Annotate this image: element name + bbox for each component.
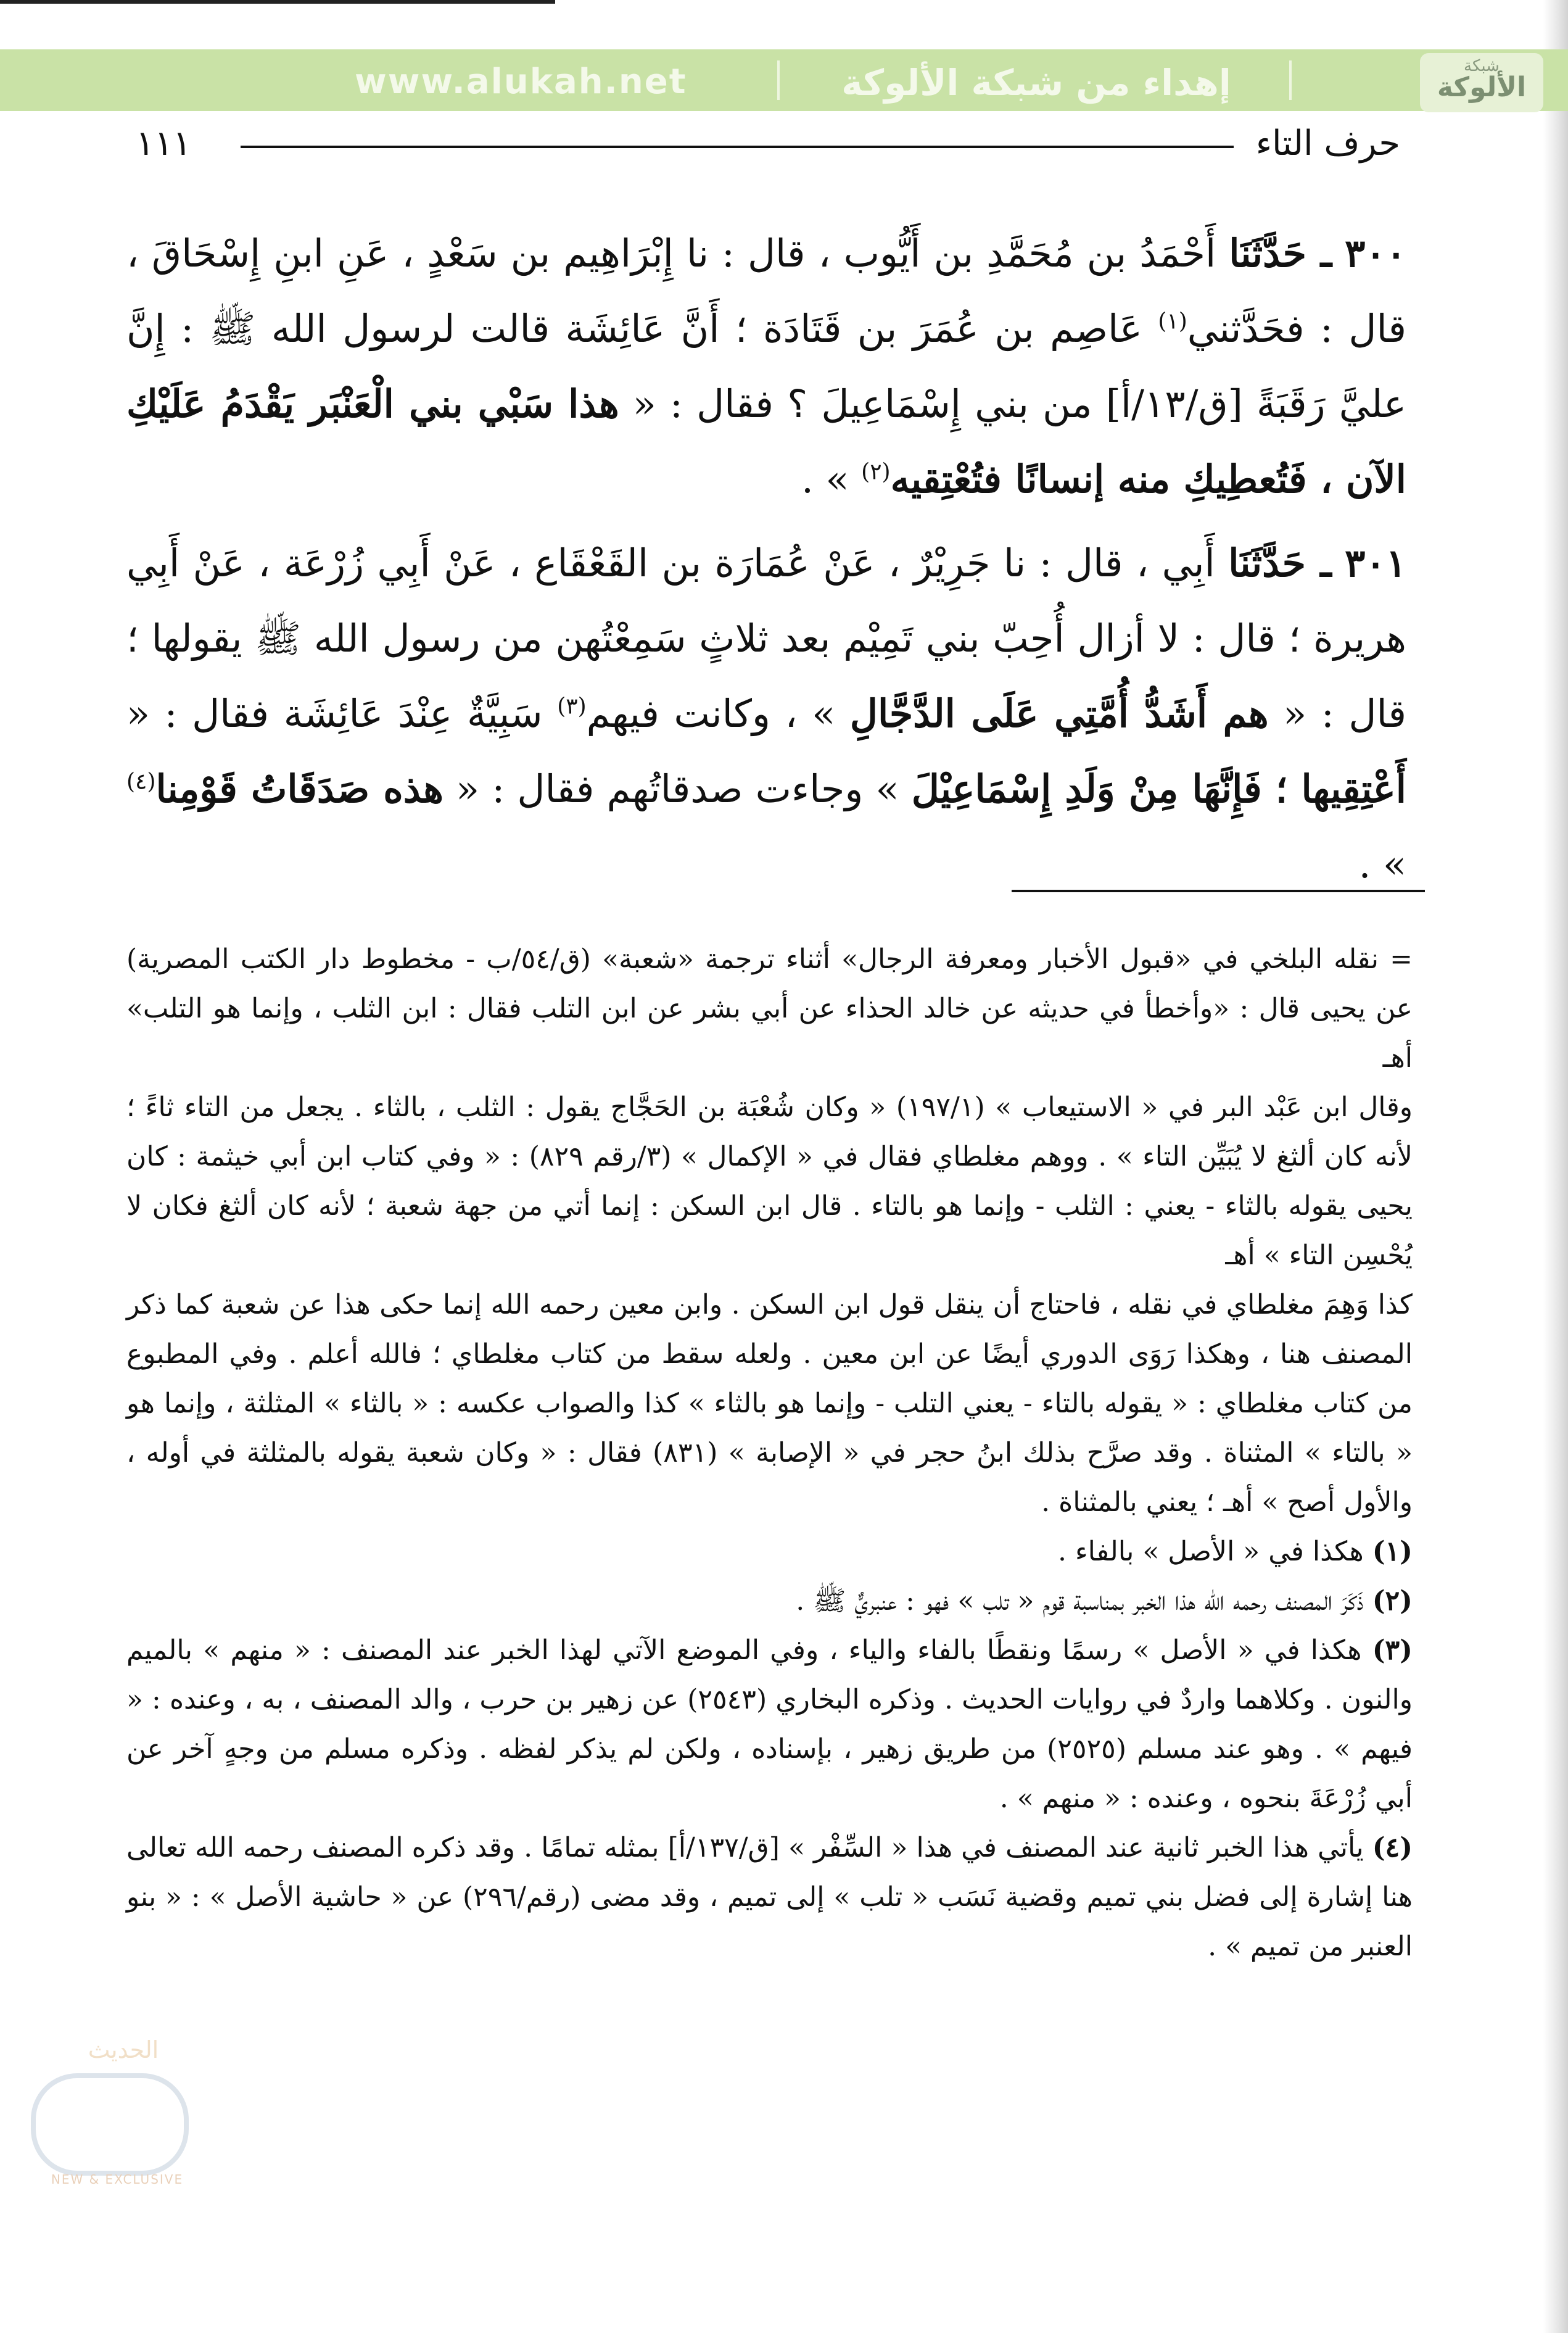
hadith-quote: هذه صَدَقَاتُ قَوْمِنا xyxy=(155,766,444,811)
footnote-separator xyxy=(1012,890,1425,892)
footnote-2 xyxy=(126,1577,1413,1626)
hadith-text: » وجاءت صدقاتُهم فقال : « xyxy=(443,766,912,811)
main-text xyxy=(126,216,1406,911)
footnote-3 xyxy=(126,1626,1413,1823)
hadith-quote: هذا سَبْي بني الْعَنْبَر يَقْدَمُ عَلَيْكِ الآن ، فَتُعطِيكِ منه إنسانًا فتُعْتِقيه xyxy=(126,381,1406,502)
banner-separator xyxy=(777,60,780,100)
header-rule xyxy=(241,146,1234,148)
hadith-number: ٣٠١ xyxy=(1345,541,1406,586)
banner-gift-text: إهداء من شبكة الألوكة xyxy=(841,62,1231,104)
hadith-text: » . xyxy=(801,457,862,502)
site-banner xyxy=(0,49,1568,111)
hadith-301 xyxy=(126,526,1406,902)
note-continuation: = نقله البلخي في «قبول الأخبار ومعرفة الرجال» أثناء ترجمة «شعبة» (ق/٥٤/ب - مخطوط دار الكتب المصرية) عن يحيى قال : «وأخطأ في حديثه عن خالد الحذاء عن أبي بشر عن ابن التلب فقال : ابن الثلب ، وإنما هو التلب» أهـ xyxy=(126,943,1413,1074)
footnote-number: (٣) xyxy=(1372,1635,1413,1666)
footnotes-section xyxy=(126,935,1413,1971)
hadith-quote: هم أَشَدُّ أُمَّتِي عَلَى الدَّجَّالِ xyxy=(849,691,1269,736)
logo-top-text: شبكة xyxy=(1464,57,1500,75)
hadith-300 xyxy=(126,216,1406,517)
hadith-lead: ـ حَدَّثَنَا xyxy=(1229,231,1332,276)
footnote-ref: (٣) xyxy=(557,694,587,719)
footnote-number: (٤) xyxy=(1372,1832,1413,1863)
hadith-text: سَبِيَّةٌ عِنْدَ عَائِشَة فقال : « xyxy=(126,691,558,736)
hadith-text: أَحْمَدُ بن مُحَمَّدِ بن أَيُّوب ، قال : نا إِبْرَاهِيم بن سَعْدٍ ، عَنِ ابنِ إِسْحَاقَ ، قال : فحَدَّثني xyxy=(126,231,1406,351)
footnote-ref: (٤) xyxy=(126,769,156,795)
watermark-subtext: NEW & EXCLUSIVE xyxy=(51,2172,184,2187)
footnote-ref: (٢) xyxy=(861,459,891,485)
footnote-ref: (١) xyxy=(1158,309,1187,334)
page-header xyxy=(136,123,1400,167)
hadith-number: ٣٠٠ xyxy=(1345,231,1406,276)
note-continuation: كذا وَهِمَ مغلطاي في نقله ، فاحتاج أن ينقل قول ابن السكن . وابن معين رحمه الله إنما حكى هذا عن شعبة كما ذكر المصنف هنا ، وهكذا رَوَى الدوري أيضًا عن ابن معين . ولعله سقط من كتاب مغلطاي ؛ فالله أعلم . وفي المطبوع من كتاب مغلطاي : « يقوله بالتاء - يعني التلب - وإنما هو بالثاء » كذا والصواب عكسه : « بالثاء » المثلثة ، وإنما هو « بالتاء » المثناة . وقد صرَّح بذلك ابنُ حجر في « الإصابة » (٨٣١) فقال : « وكان شعبة يقوله بالمثلثة في أوله ، والأول أصح » أهـ ؛ يعني بالمثناة . xyxy=(126,1289,1413,1518)
banner-separator xyxy=(1289,60,1292,100)
hadith-text: » . xyxy=(1358,842,1406,887)
watermark-logo xyxy=(0,2036,216,2197)
hadith-text: عَاصِم بن عُمَرَ بن قَتَادَة ؛ أَنَّ عَائِشَة قالت لرسول الله ﷺ : إِنَّ عليَّ رَقَبَةً [ق/١٣/أ] من بني إِسْمَاعِيلَ ؟ فقال : « xyxy=(126,306,1406,426)
watermark-badge xyxy=(31,2073,189,2176)
hadith-text: » ، وكانت فيهم xyxy=(586,691,850,736)
footnote-text: هكذا في « الأصل » بالفاء . xyxy=(1058,1536,1372,1567)
chapter-title: حرف التاء xyxy=(1255,123,1400,164)
footnote-text: يأتي هذا الخبر ثانية عند المصنف في هذا « السِّفْر » [ق/١٣٧/أ] بمثله تمامًا . وقد ذكره المصنف رحمه الله تعالى هنا إشارة إلى فضل بني تميم وقضية نَسَب « تلب » إلى تميم ، وقد مضى (رقم/٢٩٦) عن « حاشية الأصل » : « بنو العنبر من تميم » . xyxy=(126,1832,1413,1962)
footnote-1 xyxy=(126,1527,1413,1577)
page-number: ١١١ xyxy=(136,123,192,164)
banner-url[interactable]: www.alukah.net xyxy=(355,62,687,102)
hadith-quote: أَعْتِقِيها ؛ فَإِنَّهَا مِنْ وَلَدِ إِسْمَاعِيْلَ xyxy=(911,766,1406,811)
footnote-text: ذَكَرَ المصنف رحمه الله هذا الخبر بمناسبة قوم « تلب » فهو : عنبريٌّ ﷺ . xyxy=(796,1585,1372,1617)
scan-top-line xyxy=(0,0,555,4)
footnote-4 xyxy=(126,1823,1413,1971)
footnote-number: (١) xyxy=(1372,1536,1413,1567)
footnote-number: (٢) xyxy=(1372,1585,1413,1617)
logo-name-text: الألوكة xyxy=(1437,72,1527,103)
footnote-text: هكذا في « الأصل » رسمًا ونقطًا بالفاء والياء ، وفي الموضع الآتي لهذا الخبر عند المصنف : « منهم » بالميم والنون . وكلاهما واردٌ في روايات الحديث . وذكره البخاري (٢٥٤٣) عن زهير بن حرب ، والد المصنف ، به ، وعنده : « فيهم » . وهو عند مسلم (٢٥٢٥) من طريق زهير ، بإسناده ، ولكن لم يذكر لفظه . وذكره مسلم من وجهٍ آخر عن أبي زُرْعَةَ بنحوه ، وعنده : « منهم » . xyxy=(126,1635,1413,1814)
hadith-lead: ـ حَدَّثَنَا xyxy=(1228,541,1332,586)
watermark-text: الحديث xyxy=(88,2036,159,2063)
scan-edge-shadow xyxy=(1543,0,1568,2333)
note-continuation: وقال ابن عَبْد البر في « الاستيعاب » (١٩٧/١) « وكان شُعْبَة بن الحَجَّاج يقول : الثلب ، بالثاء . يجعل من التاء ثاءً ؛ لأنه كان ألثغ لا يُبَيِّن التاء » . ووهم مغلطاي فقال في « الإكمال » (٣/رقم ٨٢٩) : « وفي كتاب ابن أبي خيثمة : كان يحيى يقوله بالثاء - يعني : الثلب - وإنما هو بالتاء . قال ابن السكن : إنما أتي من جهة شعبة ؛ لأنه كان ألثغ فكان لا يُحْسِن التاء » أهـ xyxy=(126,1092,1413,1271)
hadith-text: أَبِي ، قال : نا جَرِيْرٌ ، عَنْ عُمَارَة بن القَعْقَاع ، عَنْ أَبِي زُرْعَة ، عَنْ أَبِي هريرة ؛ قال : لا أزال أُحِبّ بني تَمِيْم بعد ثلاثٍ سَمِعْتُهن من رسول الله ﷺ يقولها ؛ قال : « xyxy=(126,541,1406,736)
site-logo[interactable] xyxy=(1420,53,1543,112)
